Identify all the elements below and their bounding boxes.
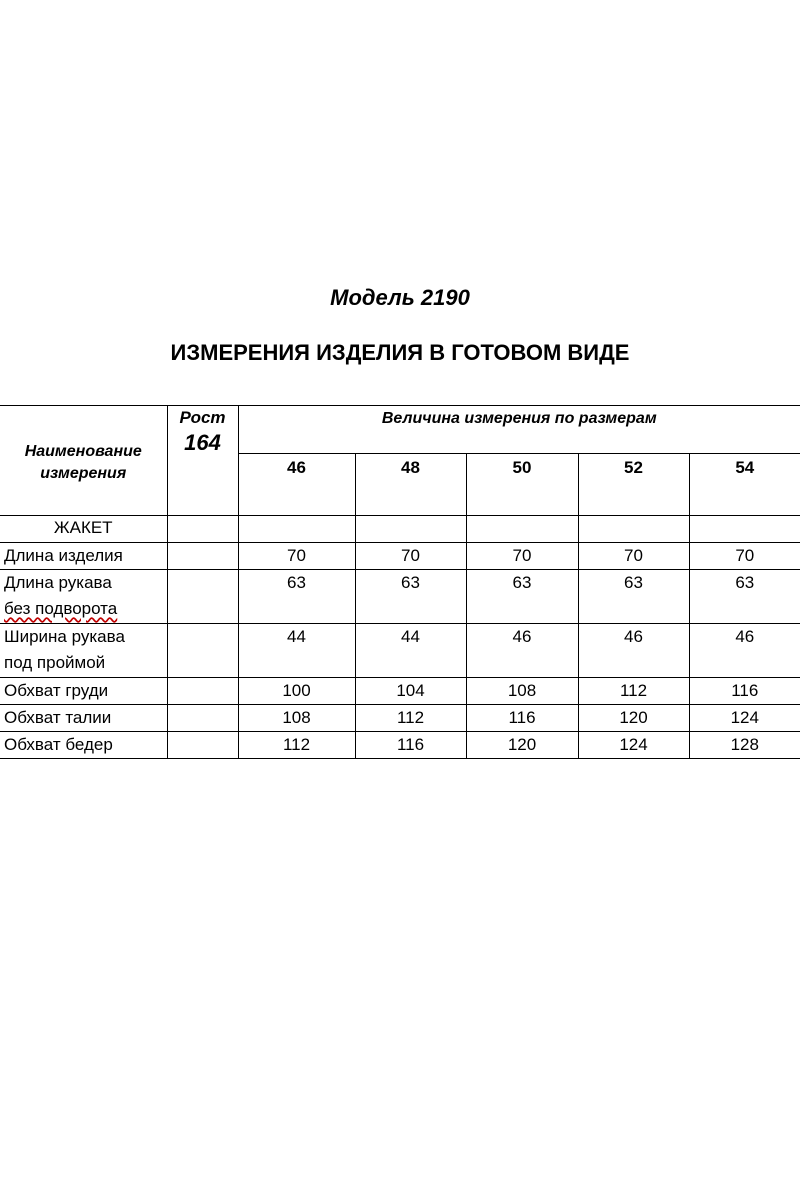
- table-row: [0, 624, 800, 678]
- cell-value: 100: [238, 678, 355, 705]
- cell-value: 108: [466, 678, 578, 705]
- name-header-line1: Наименование: [24, 442, 142, 460]
- cell-value: 70: [466, 543, 578, 570]
- rost-label: Рост: [179, 408, 226, 427]
- cell-value: 44: [355, 624, 466, 678]
- row-label: Обхват груди: [0, 678, 167, 705]
- table-row: [0, 678, 800, 705]
- table-row: [0, 705, 800, 732]
- cell-value: 63: [355, 570, 466, 624]
- name-header-line2: измерения: [40, 464, 127, 482]
- cell-value: 116: [466, 705, 578, 732]
- cell-value: 46: [466, 624, 578, 678]
- model-title: Модель 2190: [330, 285, 470, 310]
- row-label-line1: Длина рукава: [4, 573, 112, 592]
- cell-value: 70: [578, 543, 689, 570]
- cell-value: 124: [689, 705, 800, 732]
- cell-value: 128: [689, 732, 800, 759]
- sizes-span-header: Величина измерения по размерам: [238, 406, 800, 454]
- cell-value: 46: [689, 624, 800, 678]
- table-row: [0, 732, 800, 759]
- rost-value: 164: [184, 430, 221, 455]
- cell-value: 108: [238, 705, 355, 732]
- cell-value: 120: [578, 705, 689, 732]
- row-label-line2: без подворота: [4, 599, 118, 618]
- section-label: ЖАКЕТ: [0, 516, 167, 543]
- page-title: ИЗМЕРЕНИЯ ИЗДЕЛИЯ В ГОТОВОМ ВИДЕ: [170, 340, 630, 365]
- measurements-table: [0, 405, 800, 759]
- cell-value: 116: [689, 678, 800, 705]
- row-label: [0, 570, 167, 624]
- size-header: 48: [355, 454, 466, 516]
- cell-value: 63: [466, 570, 578, 624]
- cell-value: 63: [578, 570, 689, 624]
- size-header: 50: [466, 454, 578, 516]
- cell-value: 46: [578, 624, 689, 678]
- row-label: [0, 624, 167, 678]
- name-header: [0, 406, 167, 516]
- cell-value: 116: [355, 732, 466, 759]
- cell-value: 44: [238, 624, 355, 678]
- table-row: [0, 570, 800, 624]
- cell-value: 124: [578, 732, 689, 759]
- size-header: 54: [689, 454, 800, 516]
- cell-value: 63: [689, 570, 800, 624]
- cell-value: 70: [689, 543, 800, 570]
- cell-value: 70: [238, 543, 355, 570]
- row-label: Обхват бедер: [0, 732, 167, 759]
- cell-value: 112: [578, 678, 689, 705]
- row-label-line2: под проймой: [4, 653, 106, 672]
- cell-value: 112: [355, 705, 466, 732]
- table-row: [0, 543, 800, 570]
- cell-value: 63: [238, 570, 355, 624]
- cell-value: 70: [355, 543, 466, 570]
- row-label-line1: Ширина рукава: [4, 627, 125, 646]
- cell-value: 104: [355, 678, 466, 705]
- rost-header: [167, 406, 238, 516]
- row-label: Обхват талии: [0, 705, 167, 732]
- size-header: 46: [238, 454, 355, 516]
- cell-value: 120: [466, 732, 578, 759]
- cell-value: 112: [238, 732, 355, 759]
- size-header: 52: [578, 454, 689, 516]
- row-label: Длина изделия: [0, 543, 167, 570]
